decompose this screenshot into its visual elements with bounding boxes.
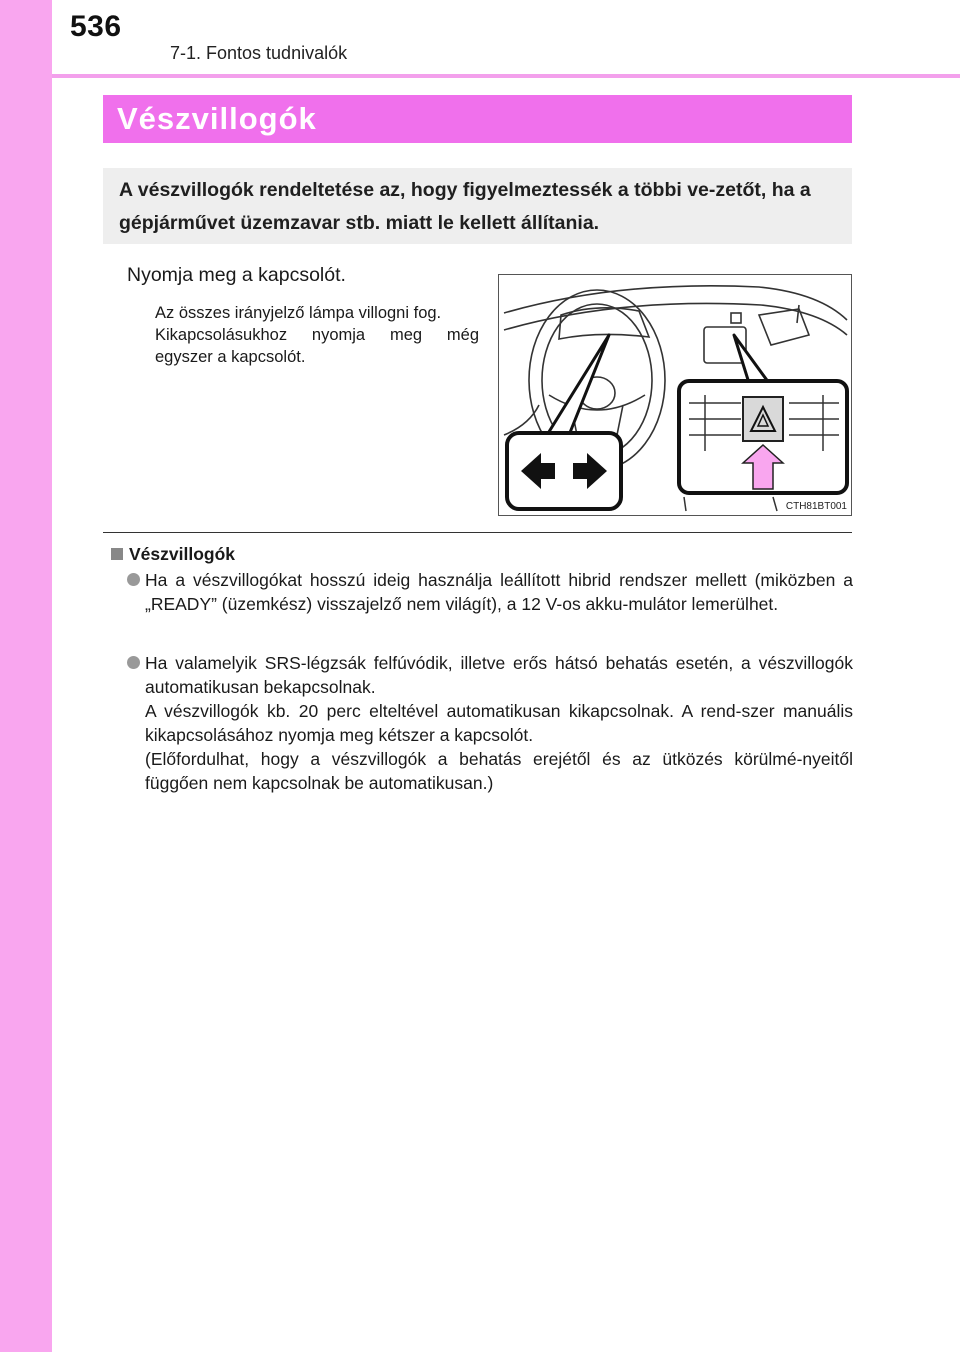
round-bullet-icon bbox=[127, 573, 140, 586]
step-note-line: Kikapcsolásukhoz nyomja meg még egyszer a kapcsolót. bbox=[155, 326, 479, 366]
dashboard-illustration bbox=[499, 275, 851, 515]
note-item-text: Ha a vészvillogókat hosszú ideig használja leállított hibrid rendszer mellett (miközben a „READY” (üzemkész) visszajelző nem világít), a 12 V-os akku-mulátor lemerülhet. bbox=[145, 570, 853, 614]
note-item bbox=[127, 651, 853, 795]
note-item bbox=[127, 568, 853, 616]
intro-text: A vészvillogók rendeltetése az, hogy figyelmeztessék a többi ve-zetőt, ha a gépjárművet üzemzavar stb. miatt le kellett állítania. bbox=[119, 179, 811, 234]
page-title: Vészvillogók bbox=[117, 101, 317, 136]
step-instruction: Nyomja meg a kapcsolót. bbox=[127, 264, 346, 286]
header-rule bbox=[52, 74, 960, 78]
step-note bbox=[155, 302, 479, 368]
hazard-switch-figure bbox=[498, 274, 852, 516]
round-bullet-icon bbox=[127, 656, 140, 669]
note-item-text: Ha valamelyik SRS-légzsák felfúvódik, illetve erős hátsó behatás esetén, a vészvillogók automatikusan bekapcsolnak. A vészvillogók kb. 20 perc elteltével automatikusan kikapcsolnak. A rend-szer manuális kikapcsolásához nyomja meg kétszer a kapcsolót. (Előfordulhat, hogy a vészvillogók a behatás erejétől és az ütközés körülmé-nyeitől függően nem kapcsolnak be automatikusan.) bbox=[145, 653, 853, 793]
intro-box bbox=[103, 168, 852, 244]
side-margin-strip bbox=[0, 0, 52, 1352]
notes-heading bbox=[111, 544, 235, 565]
section-divider bbox=[103, 532, 852, 533]
figure-code: CTH81BT001 bbox=[785, 501, 847, 512]
square-bullet-icon bbox=[111, 548, 123, 560]
section-label: 7-1. Fontos tudnivalók bbox=[170, 43, 348, 63]
page-number: 536 bbox=[70, 10, 122, 43]
notes-heading-text: Vészvillogók bbox=[129, 544, 236, 564]
title-bar bbox=[103, 95, 852, 143]
step-note-line: Az összes irányjelző lámpa villogni fog. bbox=[155, 304, 442, 322]
